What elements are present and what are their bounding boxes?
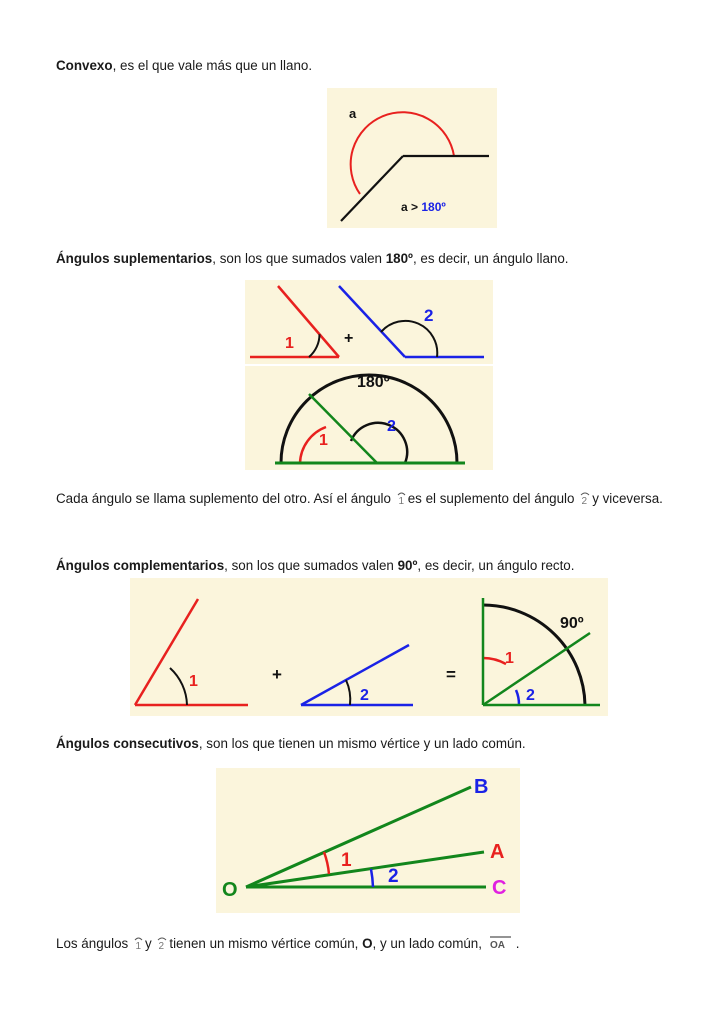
label-1: 1	[341, 850, 352, 871]
text-segment: .	[515, 936, 520, 951]
label-2-combined: 2	[526, 687, 535, 704]
label-2: 2	[388, 866, 399, 887]
svg-text:2: 2	[158, 941, 165, 950]
svg-text:1: 1	[398, 496, 404, 505]
equals-sign: =	[446, 665, 456, 684]
figure-consecutive-angles	[216, 768, 520, 913]
term-consecutivos: Ángulos consecutivos	[56, 736, 199, 751]
angle-2-symbol	[157, 936, 167, 950]
text-segment: , es decir, un ángulo llano.	[412, 251, 569, 266]
definition-convexo: , es el que vale más que un llano.	[112, 58, 313, 73]
angle-2-symbol	[580, 491, 590, 505]
svg-text:a > 180º	[401, 200, 446, 214]
label-1-combined: 1	[505, 650, 514, 667]
term-convexo: Convexo	[56, 58, 113, 73]
text-segment: , y un lado común,	[372, 936, 486, 951]
angle-1-symbol	[134, 936, 143, 950]
plus-sign: +	[344, 330, 354, 347]
label-condition: a >	[401, 200, 422, 214]
svg-text:2: 2	[581, 496, 588, 505]
paragraph-suplementarios	[56, 250, 676, 268]
label-1: 1	[189, 673, 198, 690]
svg-text:OA: OA	[489, 940, 505, 950]
text-segment: , es decir, un ángulo recto.	[417, 558, 575, 573]
figure-complementary-angles	[130, 578, 608, 716]
text-segment: , son los que sumados valen	[224, 558, 398, 573]
vertex-O: O	[362, 936, 373, 951]
label-180: 180º	[421, 200, 446, 214]
text-segment: tienen un mismo vértice común,	[169, 936, 363, 951]
value-180: 180º	[385, 251, 413, 266]
label-A: A	[490, 841, 505, 863]
text-segment: Cada ángulo se llama suplemento del otro. Así el ángulo	[56, 491, 395, 506]
term-complementarios: Ángulos complementarios	[56, 558, 225, 573]
segment-OA-symbol	[488, 934, 514, 950]
text-segment: y viceversa.	[592, 491, 663, 506]
figure-supplementary-angles	[245, 280, 493, 470]
label-2: 2	[360, 687, 369, 704]
label-C: C	[492, 877, 507, 899]
svg-text:1: 1	[135, 941, 141, 950]
paragraph-consecutivos	[56, 735, 676, 753]
text-segment: Los ángulos	[56, 936, 132, 951]
label-2-combined: 2	[387, 418, 396, 435]
label-B: B	[474, 776, 489, 798]
label-2: 2	[424, 306, 434, 325]
label-90deg: 90º	[560, 615, 584, 632]
label-1: 1	[285, 335, 294, 352]
angle-1-symbol	[397, 491, 406, 505]
label-a: a	[349, 106, 357, 121]
text-segment: y	[144, 936, 156, 951]
label-O: O	[222, 879, 238, 901]
definition-consecutivos: , son los que tienen un mismo vértice y un lado común.	[198, 736, 526, 751]
figure-convex-angle	[327, 88, 497, 228]
label-180deg: 180º	[357, 374, 390, 391]
text-segment: es el suplemento del ángulo	[407, 491, 579, 506]
paragraph-lado-comun	[56, 934, 696, 953]
label-1-combined: 1	[319, 432, 328, 449]
term-suplementarios: Ángulos suplementarios	[56, 251, 213, 266]
value-90: 90º	[397, 558, 418, 573]
plus-sign: +	[272, 665, 282, 684]
paragraph-convexo	[56, 57, 676, 75]
paragraph-suplemento	[56, 490, 686, 508]
paragraph-complementarios	[56, 557, 676, 575]
text-segment: , son los que sumados valen	[212, 251, 386, 266]
